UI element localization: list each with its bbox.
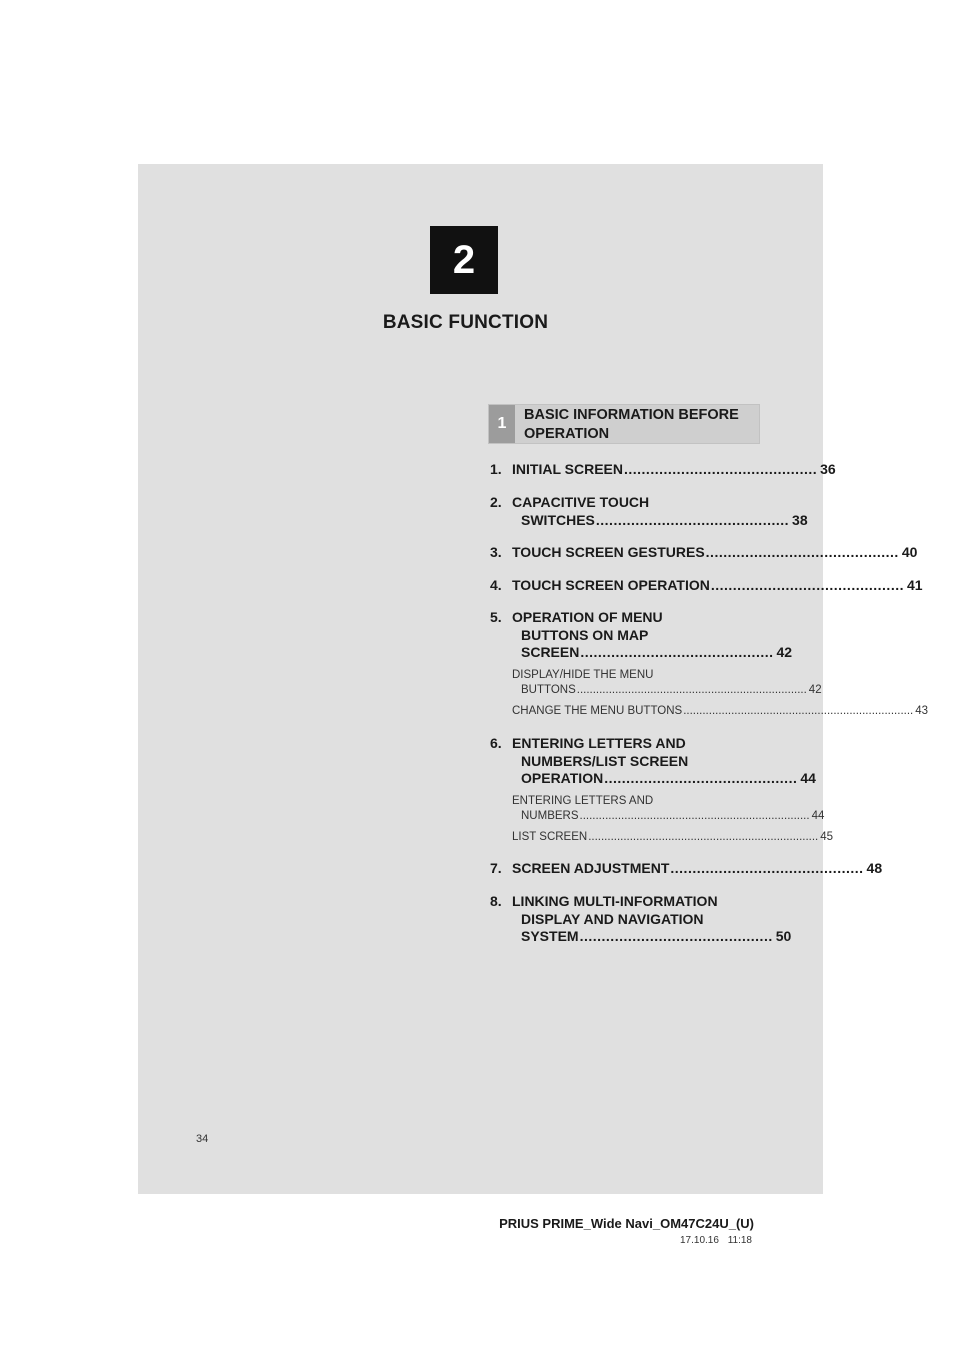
chapter-number-badge: [430, 226, 498, 294]
toc-subentry-6-1[interactable]: ENTERING LETTERS AND NUMBERS ........................................................................ 44: [512, 795, 825, 822]
section-number: 1: [489, 405, 515, 443]
section-header: [488, 404, 760, 444]
page-number: 34: [196, 1133, 209, 1145]
toc-entry-7[interactable]: 7. SCREEN ADJUSTMENT ............................................ 48: [490, 860, 883, 876]
footer-title: PRIUS PRIME_Wide Navi_OM47C24U_(U): [499, 1216, 754, 1231]
toc-entry-5[interactable]: 5. OPERATION OF MENU BUTTONS ON MAP SCREEN ............................................ 42: [490, 609, 793, 660]
toc-page: 41: [907, 577, 923, 593]
toc-page: 44: [800, 770, 816, 786]
toc-page: 48: [866, 860, 883, 876]
toc-page: 38: [792, 511, 808, 528]
toc-page: 40: [901, 544, 918, 560]
toc-subentry-5-2[interactable]: CHANGE THE MENU BUTTONS ........................................................................ 43: [512, 705, 929, 717]
toc-entry-6[interactable]: 6. ENTERING LETTERS AND NUMBERS/LIST SCREEN OPERATION ............................................ 44: [490, 735, 816, 786]
toc-entry-4[interactable]: 4. TOUCH SCREEN OPERATION ............................................ 41: [490, 577, 923, 593]
toc-subentry-5-1[interactable]: DISPLAY/HIDE THE MENU BUTTONS ........................................................................ 42: [512, 669, 822, 696]
chapter-title: BASIC FUNCTION: [382, 312, 549, 333]
toc-page: 42: [776, 644, 793, 660]
toc-entry-2[interactable]: 2. CAPACITIVE TOUCH SWITCHES ............................................ 38: [490, 494, 808, 528]
section-title: BASIC INFORMATION BEFORE OPERATION: [524, 406, 739, 442]
footer-timestamp: 17.10.16 11:18: [680, 1235, 752, 1246]
toc-page: 50: [775, 928, 792, 944]
chapter-number: 2: [452, 237, 476, 282]
toc-page: 36: [820, 461, 836, 477]
toc-entry-1[interactable]: 1. INITIAL SCREEN ............................................ 36: [490, 461, 836, 477]
toc-entry-8[interactable]: 8. LINKING MULTI-INFORMATION DISPLAY AND NAVIGATION SYSTEM ............................................ 50: [490, 893, 792, 944]
toc-entry-3[interactable]: 3. TOUCH SCREEN GESTURES ............................................ 40: [490, 544, 918, 560]
toc-subentry-6-2[interactable]: LIST SCREEN ........................................................................ 45: [512, 831, 834, 843]
